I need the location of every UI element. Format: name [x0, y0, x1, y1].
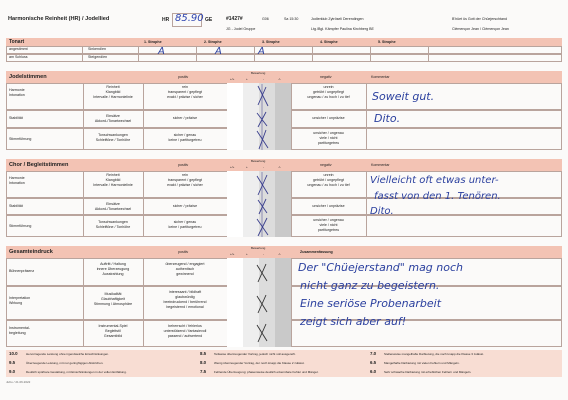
gesamt-title: Gesamteindruck	[9, 249, 53, 255]
col-positiv: positiv	[178, 163, 189, 167]
strophe-2-label: 2. Strophe	[204, 39, 222, 44]
col-p: +	[246, 165, 248, 169]
jodel-harmonie-negative: unrein getrübt / ungepflegt ungenau / zu hoch / zu tief	[307, 85, 350, 99]
legend-score: 6.0	[370, 369, 377, 374]
col-negativ: negativ	[320, 75, 332, 79]
time-slot: Sa 15:30	[284, 17, 299, 21]
gesamt-interpretation-positive: interessant / bildhaft glaubwürdig beeindruckend / berührend begeisternd / emotional	[163, 290, 207, 309]
jodel-stimmfuehrung-positive: sicher / genau keine / partiturgetreu	[168, 133, 202, 142]
legend-text: Stellenweise mangelhafte Darbietung, die noch knapp die Klasse 3 zulässt.	[384, 352, 484, 356]
tonart-mark-3: A	[258, 46, 265, 57]
legend-text: Mangelhafte Darbietung mit vielen Fehlern und Mängeln.	[384, 361, 460, 365]
col-pp: +/+	[230, 77, 235, 81]
gesamt-instrumental-positive: beherrscht / fehlerlos unterstützend / fantasievoll passend / aufwertend	[163, 324, 207, 338]
strophe-5-label: 5. Strophe	[378, 39, 396, 44]
jodel-stimmfuehrung-criteria: Tonschwankungen Schleiftöne / Tonhöhe	[95, 133, 131, 142]
chor-harmonie-negative: unrein getrübt / ungepflegt ungenau / zu hoch / zu tief	[307, 173, 350, 187]
jodel-harmonie-criteria: Reinheit Klangbild Intervalle / Harmonielinie	[93, 85, 133, 99]
chor-stimmfuehrung-label: Stimmführung	[9, 224, 32, 228]
chor-stabilitaet-positive: sicher / präzise	[172, 204, 198, 208]
gesamt-buehne-criteria: Auftritt / Haltung innere Überzeugung Ausstrahlung	[96, 262, 130, 276]
hr-label: HR	[162, 17, 170, 23]
col-bewertung: Bewertung	[251, 71, 266, 75]
col-m: -	[263, 165, 264, 169]
jodel-title: Jodelstimmen	[9, 74, 47, 80]
chor-stimmfuehrung-positive: sicher / genau keine / partiturgetreu	[168, 220, 202, 229]
legend-text: Teilweise überzeugender Vortrag, jedoch nicht voll ausgereift.	[214, 352, 296, 356]
jodel-harmonie-label: Harmonie Intonation	[9, 88, 25, 97]
chor-stimmfuehrung-negative: unsicher / ungenau viele / nicht partiturgetreu	[313, 218, 344, 232]
col-mm: -/-	[278, 252, 281, 256]
col-bewertung: Bewertung	[251, 159, 266, 163]
col-m: -	[263, 77, 264, 81]
jodel-stabilitaet-label: Stabilität	[9, 116, 23, 120]
jodel-stabilitaet-criteria: Einsätze Akkord-/Tonartwechsel	[94, 114, 132, 123]
legend-score: 9.0	[9, 369, 16, 374]
col-bewertung: Bewertung	[251, 246, 266, 250]
col-pp: +/+	[230, 165, 235, 169]
tonart-row-1-label: angestimmt	[9, 47, 28, 51]
legend-score: 8.5	[200, 351, 207, 356]
jodel-stabilitaet-positive: sicher / präzise	[172, 116, 198, 120]
tonart-row-2-label: am Schluss	[9, 55, 28, 59]
tonart-steigend-label: Steigend/en	[88, 55, 108, 59]
jodel-comment-2: Dito.	[374, 112, 401, 125]
song-title: B'hüet üs Gott der Chüejerschtand	[452, 17, 508, 21]
tonart-title: Tonart	[9, 38, 25, 45]
tonart-sinkend-label: Sinkend/en	[88, 47, 106, 51]
jodel-stimmfuehrung-label: Stimmführung	[9, 137, 32, 141]
strophe-1-label: 1. Strophe	[144, 39, 162, 44]
tonart-mark-2: A	[215, 46, 222, 57]
summary-line-1: Der "Chüejerstand" mag noch	[298, 261, 464, 274]
col-m: -	[263, 252, 264, 256]
jodel-comment-1: Soweit gut.	[372, 90, 435, 103]
chor-stabilitaet-negative: unsicher / unpräzise	[312, 204, 345, 208]
gesamt-instrumental-criteria: Instrumental-Spiel Begleitstil Gesamtbild	[98, 324, 128, 338]
chor-harmonie-label: Harmonie Intonation	[9, 176, 25, 185]
col-mm: -/-	[278, 77, 281, 81]
strophe-3-label: 3. Strophe	[262, 39, 280, 44]
gesamt-buehne-label: Bühnenpräsenz	[9, 269, 35, 273]
chor-stabilitaet-label: Stabilität	[9, 204, 23, 208]
chor-comment-1: Vielleicht oft etwas unter-	[370, 175, 499, 186]
chor-comment-3: Dito.	[370, 206, 394, 217]
hr-score: 85.90	[175, 13, 204, 24]
legend-text: Fehlende Überzeugung; phasenweise deutlich erkennbare Fehler und Mängel.	[214, 370, 319, 374]
legend-score: 10.0	[9, 351, 18, 356]
gesamt-instrumental-label: Instrumental- begleitung	[9, 326, 30, 335]
chor-stabilitaet-criteria: Einsätze Akkord-/Tonartwechsel	[94, 202, 132, 211]
ge-number: #1427#	[226, 16, 243, 22]
chor-title: Chor / Begleitstimmen	[9, 162, 69, 168]
sheet-title: Harmonische Reinheit (HR) / Jodellied	[8, 16, 110, 22]
chor-stimmfuehrung-criteria: Tonschwankungen Schleiftöne / Tonhöhe	[95, 220, 131, 229]
tonart-mark-1: A	[158, 46, 165, 57]
group-code: G06	[262, 17, 269, 21]
legend-text: Sehr schwache Darbietung mit erheblichen Fehlern und Mängeln.	[384, 370, 472, 374]
legend-score: 7.5	[200, 369, 207, 374]
legend-score: 7.0	[370, 351, 377, 356]
group-type: JG - Jodel Gruppe	[226, 27, 256, 31]
gesamt-buehne-positive: überzeugend / engagiert authentisch gewinnend	[165, 262, 205, 276]
col-mm: -/-	[278, 165, 281, 169]
legend-text: Überzeugende Leistung, mit nur geringfügigen Abstrichen.	[26, 361, 104, 365]
chor-harmonie-criteria: Reinheit Klangbild Intervalle / Harmonielinie	[93, 173, 133, 187]
composer: Clémençon Jean / Clémençon Jean	[452, 27, 509, 31]
legend-text: Wenig überzeugender Vortrag, der noch knapp die Klasse 2 zulässt.	[214, 361, 305, 365]
col-positiv: positiv	[178, 75, 189, 79]
legend-score: 8.0	[200, 360, 207, 365]
footer-version: JuKo / 21.06.2022	[6, 380, 31, 384]
col-kommentar: Kommentar	[371, 163, 390, 167]
jodel-harmonie-positive: rein transparent / gepflegt exakt / präzise / sicher	[167, 85, 203, 99]
leader-name: Ltg./Bgl. Kämpfer Paulina Kirchberg BE	[311, 27, 374, 31]
legend-text: Hervorragende Leistung ohne irgendwelche Einschränkungen.	[26, 352, 110, 356]
ge-label: GE	[205, 17, 213, 23]
gesamt-interpretation-criteria: Musikalität Glaubhaftigkeit Stimmung / Atmosphäre	[93, 292, 133, 306]
col-p: +	[246, 252, 248, 256]
col-pp: +/+	[230, 252, 235, 256]
jodel-stimmfuehrung-negative: unsicher / ungenau viele / nicht partiturgetreu	[313, 131, 344, 145]
summary-line-4: zeigt sich aber auf!	[300, 315, 407, 328]
col-zusammenfassung: Zusammenfassung	[300, 250, 333, 254]
summary-line-3: Eine seriöse Probenarbeit	[300, 297, 442, 310]
col-p: +	[246, 77, 248, 81]
chor-harmonie-positive: rein transparent / gepflegt exakt / präzise / sicher	[167, 173, 203, 187]
col-negativ: negativ	[320, 163, 332, 167]
legend-text: Deutlich spürbare Gestaltung, mit Einschränkungen in der vollen Entfaltung.	[26, 370, 127, 374]
summary-line-2: nicht ganz zu begeistern.	[300, 279, 440, 292]
col-positiv: positiv	[178, 250, 189, 254]
legend-score: 6.5	[370, 360, 377, 365]
col-kommentar: Kommentar	[371, 75, 390, 79]
legend-score: 9.5	[9, 360, 16, 365]
club-name: Jodlerklub Zytröseli Derendingen	[311, 17, 364, 21]
gesamt-interpretation-label: Interpretation Wirkung	[9, 296, 31, 305]
chor-comment-2: fasst von den 1. Tenören.	[374, 191, 501, 202]
jodel-stabilitaet-negative: unsicher / unpräzise	[312, 116, 345, 120]
strophe-4-label: 4. Strophe	[320, 39, 338, 44]
